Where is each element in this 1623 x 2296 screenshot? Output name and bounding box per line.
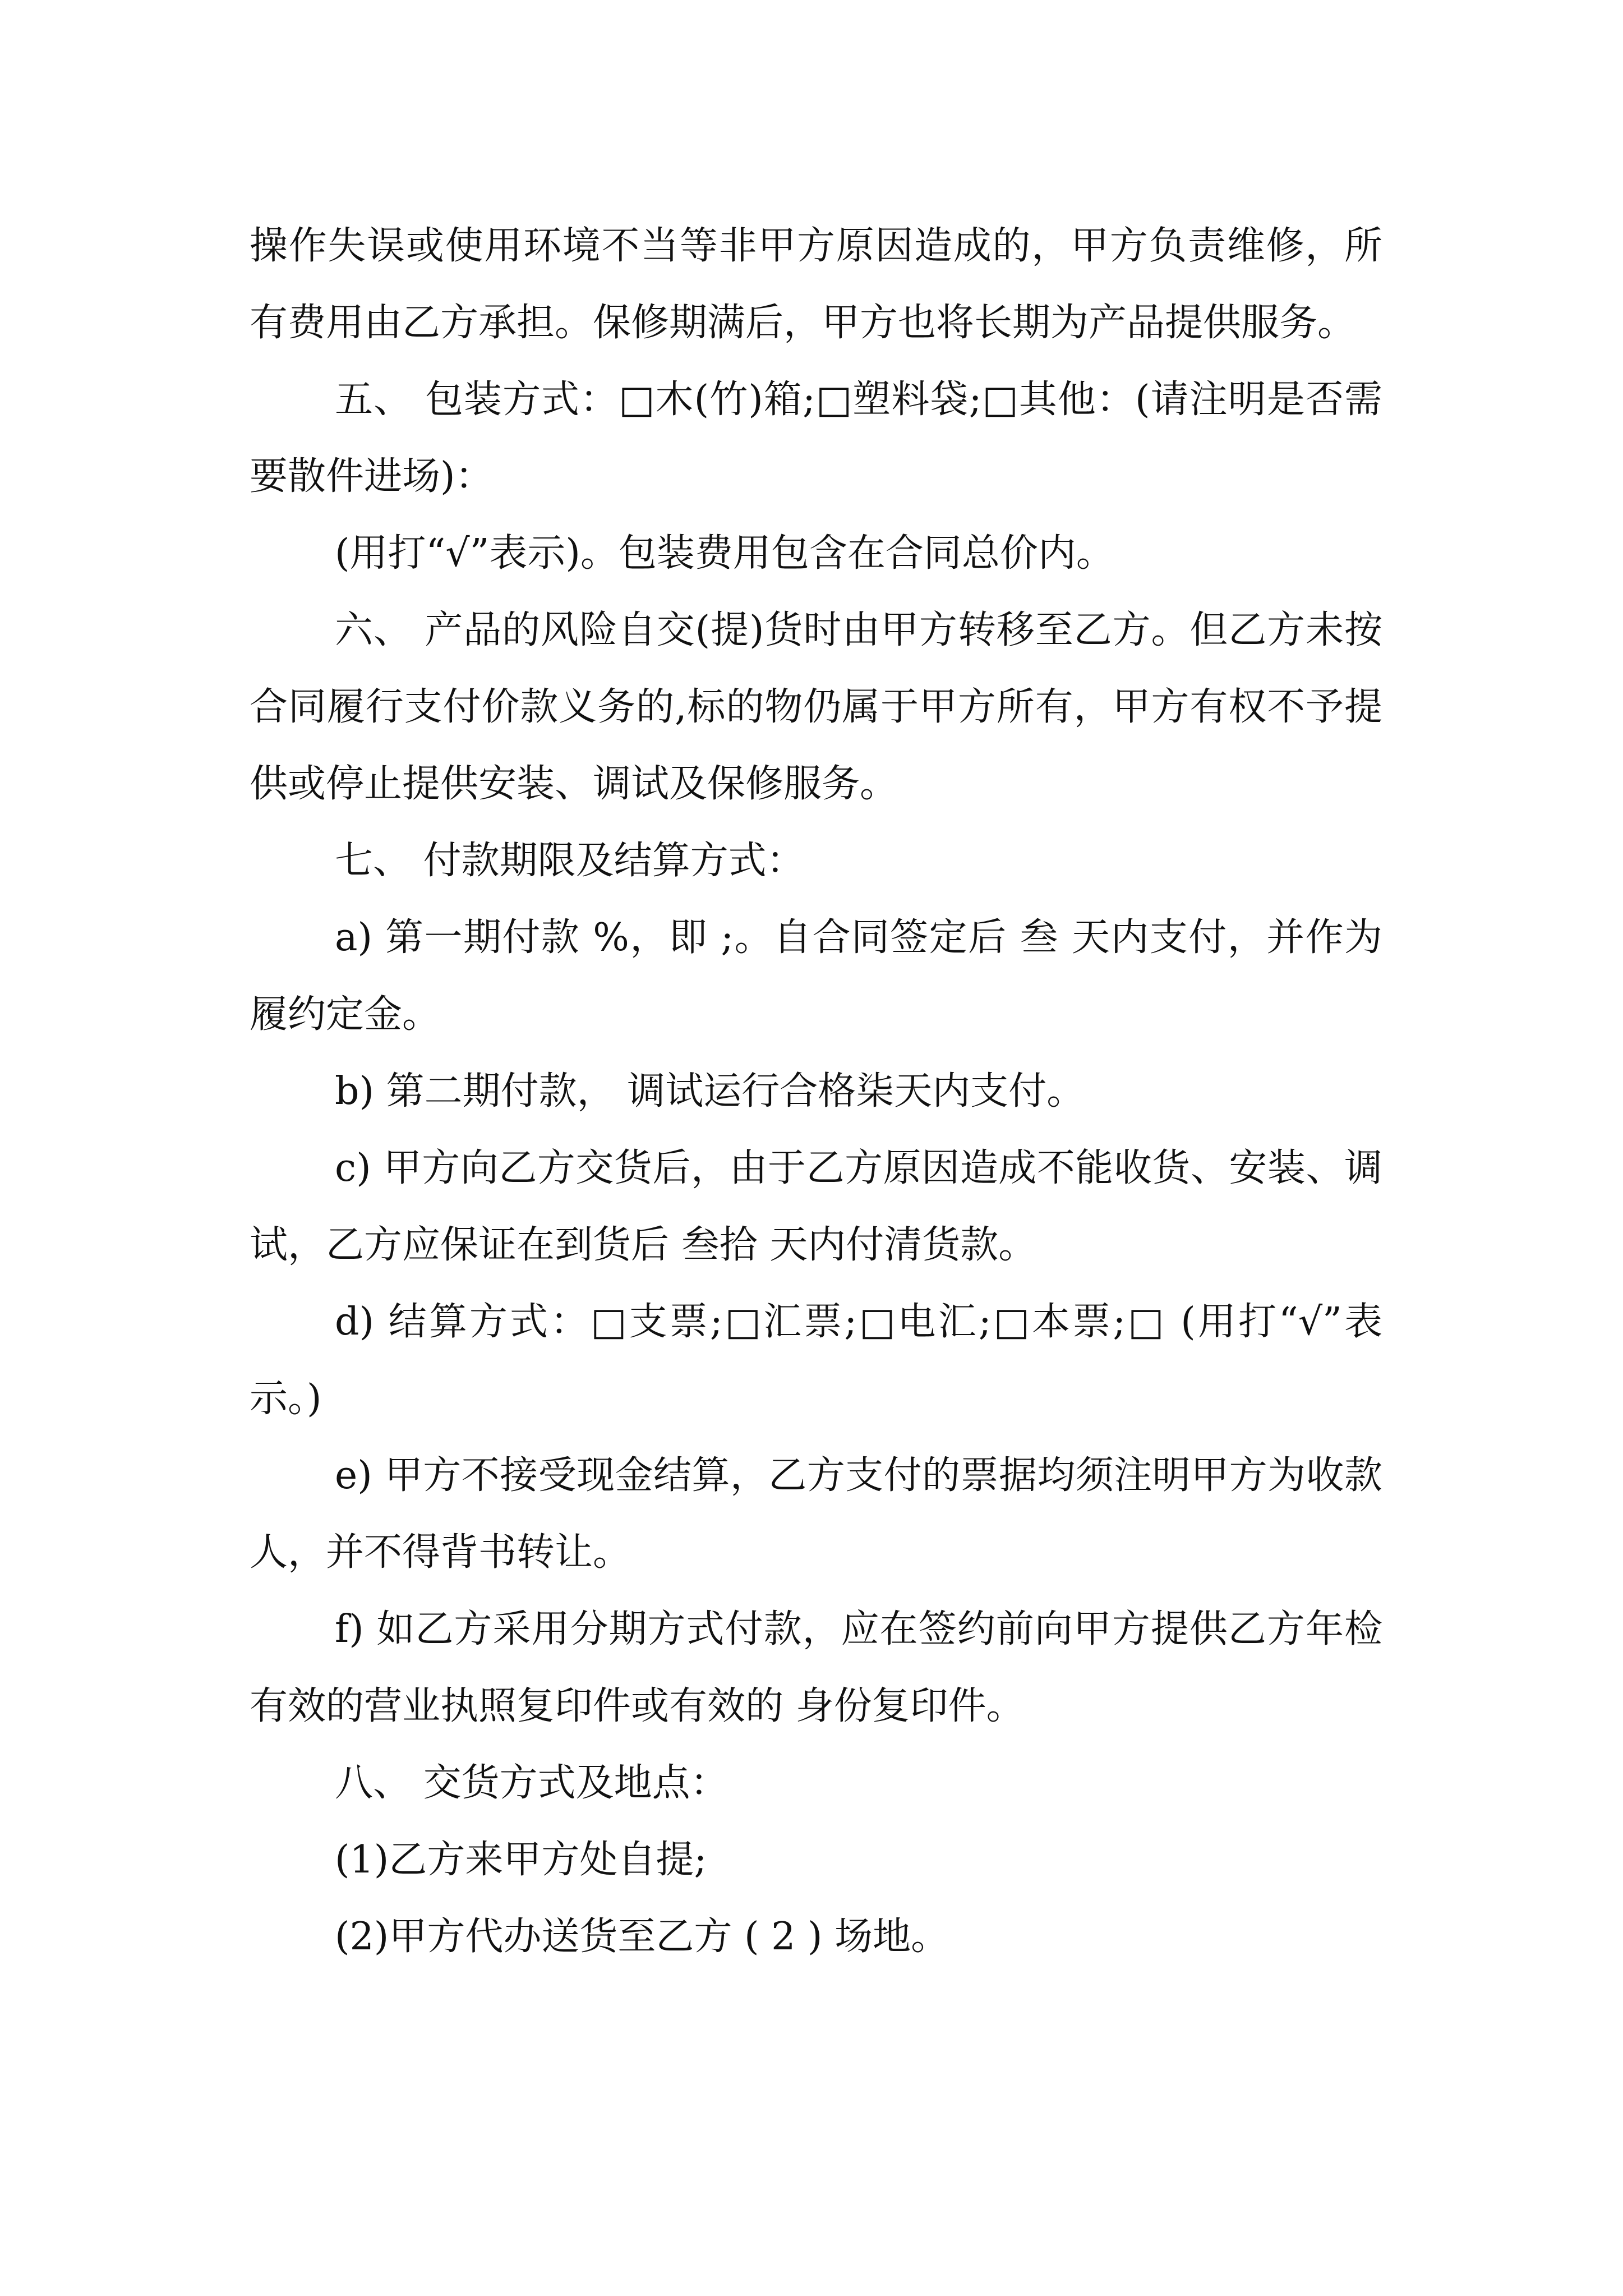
paragraph-delivery-shipping: (2)甲方代办送货至乙方 ( 2 ) 场地。 xyxy=(335,1915,949,1959)
paragraph-payment-second: b) 第二期付款， 调试运行合格柒天内支付。 xyxy=(335,1069,1085,1114)
paragraph-delivery-heading: 八、 交货方式及地点： xyxy=(335,1761,728,1805)
paragraph-packaging-note: (用打“√”表示)。包装费用包含在合同总价内。 xyxy=(335,531,1114,576)
paragraph-installment: f) 如乙方采用分期方式付款，应在签约前向甲方提供乙方年检有效的营业执照复印件或有效的 身份复印件。 xyxy=(250,1607,1382,1728)
paragraph-payment-terms-heading: 七、 付款期限及结算方式： xyxy=(335,839,805,883)
paragraph-settlement-method: d) 结算方式：□支票;□汇票;□电汇;□本票;□ (用打“√”表示。) xyxy=(250,1300,1382,1421)
paragraph-payment-first: a) 第一期付款 %，即 ;。自合同签定后 叁 天内支付，并作为履约定金。 xyxy=(250,915,1382,1037)
paragraph-payment-delay: c) 甲方向乙方交货后，由于乙方原因造成不能收货、安装、调试，乙方应保证在到货后 叁拾 天内付清货款。 xyxy=(250,1146,1382,1267)
paragraph-warranty-continued: 操作失误或使用环境不当等非甲方原因造成的，甲方负责维修，所有费用由乙方承担。保修期满后，甲方也将长期为产品提供服务。 xyxy=(250,224,1382,345)
paragraph-no-cash: e) 甲方不接受现金结算，乙方支付的票据均须注明甲方为收款人，并不得背书转让。 xyxy=(250,1453,1382,1575)
paragraph-delivery-self-pickup: (1)乙方来甲方处自提; xyxy=(335,1838,707,1882)
document-body xyxy=(250,208,1382,1975)
paragraph-risk-transfer: 六、 产品的风险自交(提)货时由甲方转移至乙方。但乙方未按合同履行支付价款义务的,标的物仍属于甲方所有，甲方有权不予提供或停止提供安装、调试及保修服务。 xyxy=(250,608,1382,806)
paragraph-packaging-method: 五、 包装方式：□木(竹)箱;□塑料袋;□其他：(请注明是否需要散件进场)： xyxy=(250,378,1382,499)
